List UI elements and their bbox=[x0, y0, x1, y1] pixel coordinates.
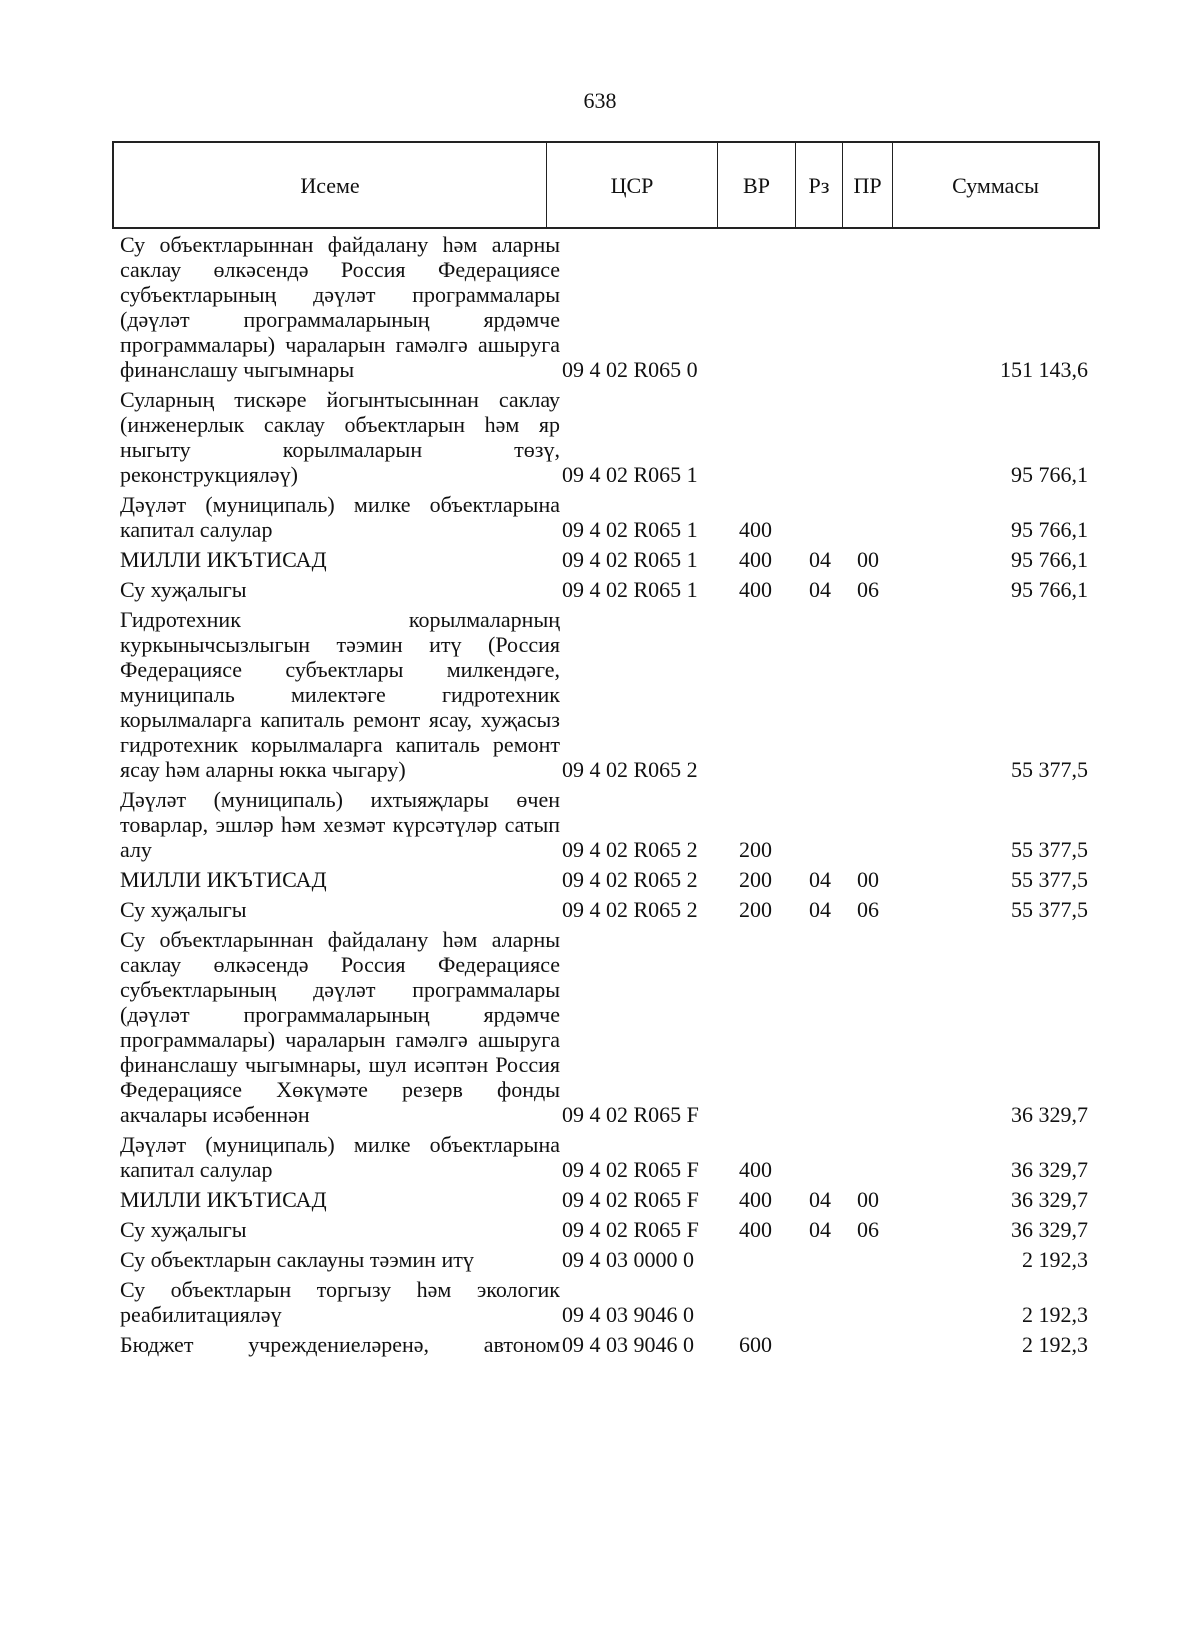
cell-rz: 04 bbox=[809, 897, 831, 922]
cell-name: Су объектларыннан файдалану һәм аларны саклау өлкәсендә Россия Федерациясе субъектларының дәүләт программалары (дәүләт программаларының ярдәмче программалары) чараларын гамәлгә ашыруга финанслашу чыгымнары, шул исәптән Россия Федерациясе Хөкүмәте резерв фонды акчалары исәбеннән bbox=[120, 927, 560, 1127]
table-row bbox=[120, 1332, 1100, 1357]
cell-csr: 09 4 02 R065 F bbox=[562, 1187, 699, 1212]
table-row bbox=[120, 492, 1100, 542]
cell-pr: 00 bbox=[857, 867, 879, 892]
cell-csr: 09 4 02 R065 1 bbox=[562, 517, 698, 542]
table-header bbox=[112, 141, 1100, 229]
cell-vr: 400 bbox=[739, 1157, 772, 1182]
column-header-vr: ВР bbox=[718, 143, 796, 227]
table-row bbox=[120, 577, 1100, 602]
cell-name: МИЛЛИ ИКЪТИСАД bbox=[120, 867, 327, 892]
cell-name: МИЛЛИ ИКЪТИСАД bbox=[120, 1187, 327, 1212]
cell-sum: 2 192,3 bbox=[1022, 1247, 1088, 1272]
cell-sum: 95 766,1 bbox=[1011, 547, 1088, 572]
cell-sum: 55 377,5 bbox=[1011, 757, 1088, 782]
cell-csr: 09 4 02 R065 1 bbox=[562, 547, 698, 572]
table-row bbox=[120, 1277, 1100, 1327]
table-row bbox=[120, 1217, 1100, 1242]
cell-name: Су объектларын саклауны тәэмин итү bbox=[120, 1247, 474, 1272]
cell-vr: 400 bbox=[739, 1187, 772, 1212]
cell-name: Суларның тискәре йогынтысыннан саклау (инженерлык саклау объектларын һәм яр ныгыту корылмаларын төзү, реконструкцияләү) bbox=[120, 387, 560, 487]
cell-sum: 95 766,1 bbox=[1011, 517, 1088, 542]
cell-sum: 36 329,7 bbox=[1011, 1157, 1088, 1182]
cell-name: Гидротехник корылмаларның куркынычсызлыгын тәэмин итү (Россия Федерациясе субъектлары милкендәге, муниципаль милектәге гидротехник корылмаларга капиталь ремонт ясау, хуҗасыз гидротехник корылмаларга капиталь ремонт ясау һәм аларны юкка чыгару) bbox=[120, 607, 560, 782]
cell-name: Су объектларыннан файдалану һәм аларны саклау өлкәсендә Россия Федерациясе субъектларының дәүләт программалары (дәүләт программаларының ярдәмче программалары) чараларын гамәлгә ашыруга финанслашу чыгымнары bbox=[120, 232, 560, 382]
cell-sum: 55 377,5 bbox=[1011, 897, 1088, 922]
cell-name: МИЛЛИ ИКЪТИСАД bbox=[120, 547, 327, 572]
cell-csr: 09 4 02 R065 2 bbox=[562, 837, 698, 862]
cell-pr: 06 bbox=[857, 897, 879, 922]
cell-name: Бюджет учреждениеләренә, автоном bbox=[120, 1332, 560, 1357]
cell-name: Су объектларын торгызу һәм экологик реабилитацияләү bbox=[120, 1277, 560, 1327]
table-row bbox=[120, 1132, 1100, 1182]
cell-sum: 95 766,1 bbox=[1011, 577, 1088, 602]
column-header-sum: Суммасы bbox=[952, 172, 1039, 198]
cell-name: Дәүләт (муниципаль) милке объектларына капитал салулар bbox=[120, 492, 560, 542]
cell-name: Су хуҗалыгы bbox=[120, 577, 247, 602]
cell-sum: 36 329,7 bbox=[1011, 1102, 1088, 1127]
cell-vr: 200 bbox=[739, 897, 772, 922]
cell-vr: 600 bbox=[739, 1332, 772, 1357]
table-row bbox=[120, 547, 1100, 572]
table-row bbox=[120, 1187, 1100, 1212]
cell-rz: 04 bbox=[809, 1187, 831, 1212]
table-row bbox=[120, 387, 1100, 487]
cell-csr: 09 4 03 9046 0 bbox=[562, 1302, 694, 1327]
cell-vr: 400 bbox=[739, 547, 772, 572]
table-row bbox=[120, 1247, 1100, 1272]
cell-vr: 200 bbox=[739, 867, 772, 892]
cell-sum: 151 143,6 bbox=[1000, 357, 1088, 382]
table-row bbox=[120, 607, 1100, 782]
table-row bbox=[120, 897, 1100, 922]
cell-sum: 95 766,1 bbox=[1011, 462, 1088, 487]
column-header-csr: ЦСР bbox=[547, 143, 718, 227]
cell-csr: 09 4 02 R065 2 bbox=[562, 867, 698, 892]
cell-csr: 09 4 02 R065 F bbox=[562, 1102, 699, 1127]
cell-csr: 09 4 02 R065 1 bbox=[562, 577, 698, 602]
cell-rz: 04 bbox=[809, 577, 831, 602]
cell-name: Дәүләт (муниципаль) милке объектларына капитал салулар bbox=[120, 1132, 560, 1182]
cell-rz: 04 bbox=[809, 867, 831, 892]
cell-sum: 2 192,3 bbox=[1022, 1302, 1088, 1327]
column-header-rz: Рз bbox=[796, 143, 843, 227]
cell-sum: 36 329,7 bbox=[1011, 1217, 1088, 1242]
cell-sum: 36 329,7 bbox=[1011, 1187, 1088, 1212]
page-number: 638 bbox=[583, 88, 617, 113]
cell-pr: 00 bbox=[857, 1187, 879, 1212]
cell-pr: 00 bbox=[857, 547, 879, 572]
table-row bbox=[120, 787, 1100, 862]
cell-csr: 09 4 03 0000 0 bbox=[562, 1247, 694, 1272]
cell-vr: 400 bbox=[739, 577, 772, 602]
cell-csr: 09 4 03 9046 0 bbox=[562, 1332, 694, 1357]
cell-rz: 04 bbox=[809, 547, 831, 572]
cell-rz: 04 bbox=[809, 1217, 831, 1242]
cell-name: Су хуҗалыгы bbox=[120, 897, 247, 922]
table-row bbox=[120, 232, 1100, 382]
cell-vr: 400 bbox=[739, 1217, 772, 1242]
cell-pr: 06 bbox=[857, 577, 879, 602]
cell-csr: 09 4 02 R065 0 bbox=[562, 357, 698, 382]
cell-csr: 09 4 02 R065 F bbox=[562, 1157, 699, 1182]
cell-sum: 55 377,5 bbox=[1011, 867, 1088, 892]
cell-sum: 55 377,5 bbox=[1011, 837, 1088, 862]
table-body bbox=[120, 232, 1100, 1362]
cell-csr: 09 4 02 R065 1 bbox=[562, 462, 698, 487]
cell-csr: 09 4 02 R065 2 bbox=[562, 757, 698, 782]
cell-sum: 2 192,3 bbox=[1022, 1332, 1088, 1357]
cell-csr: 09 4 02 R065 2 bbox=[562, 897, 698, 922]
table-row bbox=[120, 867, 1100, 892]
cell-csr: 09 4 02 R065 F bbox=[562, 1217, 699, 1242]
cell-pr: 06 bbox=[857, 1217, 879, 1242]
column-header-name: Исеме bbox=[114, 143, 547, 227]
column-header-pr: ПР bbox=[843, 143, 893, 227]
cell-vr: 200 bbox=[739, 837, 772, 862]
cell-vr: 400 bbox=[739, 517, 772, 542]
cell-name: Су хуҗалыгы bbox=[120, 1217, 247, 1242]
table-row bbox=[120, 927, 1100, 1127]
cell-name: Дәүләт (муниципаль) ихтыяҗлары өчен товарлар, эшләр һәм хезмәт күрсәтүләр сатып алу bbox=[120, 787, 560, 862]
